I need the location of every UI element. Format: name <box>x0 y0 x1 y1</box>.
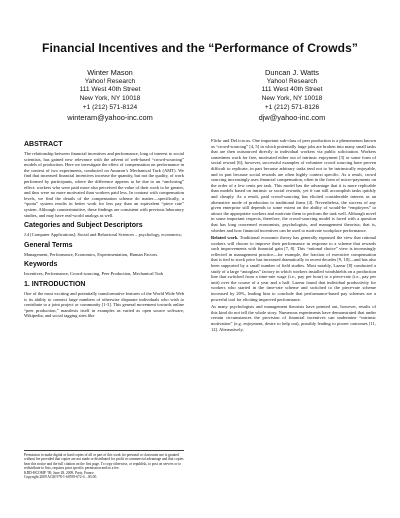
author-phone: +1 (212) 571-8124 <box>82 103 138 111</box>
general-terms-heading: General Terms <box>24 241 73 249</box>
left-column <box>24 140 184 321</box>
author-address-line2: New York, NY 10018 <box>261 95 323 103</box>
author-block-2 <box>222 68 362 122</box>
body-paragraph-3: As many psychologists and management theorists have pointed out, however, results of this kind do not tell the whole story. Numerous experiments have demonstrated that under certain circumstances the provision of financial incentives can undermine “intrinsic motivation” (e.g. enjoyment, desire to help out), possibly leading to poorer outcomes [11, 12]. Alternatively, <box>211 304 376 332</box>
categories-heading: Categories and Subject Descriptors <box>24 222 143 230</box>
author-block-1 <box>40 68 180 122</box>
categories-text: J.4 [Computer Applications]: Social and Behavioral Sciences – psychology, economics; <box>24 232 182 238</box>
keywords-text: Incentives, Performance, Crowd-sourcing, Peer Production, Mechanical Turk <box>24 271 164 277</box>
keywords-heading: Keywords <box>24 261 58 269</box>
general-terms-text: Management, Performance, Economics, Experimentation, Human Factors. <box>24 251 159 257</box>
author-email: winteram@yahoo-inc.com <box>67 112 153 122</box>
abstract-heading: ABSTRACT <box>24 141 63 148</box>
author-phone: +1 (212) 571-8126 <box>264 103 320 111</box>
abstract-text: The relationship between financial incentives and performance, long of interest to social scientists, has gained new relevance with the advent of web-based “crowd-sourcing” models of production. Here we investigate the effect of compensation on performance in the context of two experiments, conducted on Amazon’s Mechanical Turk (AMT). We find that increased financial incentives increase the quantity, but not the quality, of work performed by participants, where the difference appears to be due to an “anchoring” effect: workers who were paid more also perceived the value of their work to be greater, and thus were no more motivated than workers paid less. In contrast with compensation levels, we find the details of the compensation scheme do matter—specifically, a “quota” system results in better work for less pay than an equivalent “piece rate” system. Although counterintuitive, these findings are consistent with previous laboratory studies, and may have real-world analogs as well. <box>24 151 184 218</box>
footnote-permission: Permission to make digital or hard copies of all or part of this work for personal or classroom use is granted without fee provided that copies are not made or distributed for profit or commercial advantage and that copies bear this notice and the full citation on the first page. To copy otherwise, or republish, to post on servers or to redistribute to lists, requires prior specific permission and/or a fee. <box>24 453 184 471</box>
right-column <box>211 138 376 334</box>
author-name: Winter Mason <box>87 68 133 77</box>
body-paragraph-2 <box>211 235 376 302</box>
author-affiliation: Yahoo! Research <box>266 77 318 85</box>
introduction-text: One of the most exciting and potentially transformative features of the World Wide Web is its ability to connect large numbers of otherwise disparate individuals who wish to contribute to a joint project or community [1-3]. This general movement towards online “peer production,” manifests itself in examples as varied as open source software, Wikipedia, and social tagging sites like <box>24 290 184 319</box>
footnote-copyright: Copyright 2009 ACM 978-1-60558-672-4…$5.00. <box>24 475 98 480</box>
author-address-line1: 111 West 40th Street <box>79 86 141 94</box>
author-address-line2: New York, NY 10018 <box>79 95 141 103</box>
author-name: Duncan J. Watts <box>265 68 319 77</box>
related-work-lead: Related work. <box>211 235 239 241</box>
body-paragraph-1: Flickr and Del.icio.us. One important sub-class of peer production is a phenomenon known as “crowd-sourcing” [4, 5] in which potentially large jobs are broken into many small tasks that are then outsourced directly to individual workers via public solicitation. Workers sometimes work for free, motivated either out of intrinsic enjoyment [3] or some form of social reward [6]; however, successful examples of volunteer crowd sourcing have proven difficult to replicate, in part because arbitrary tasks tend not to be intrinsically enjoyable, and in part because social rewards are often highly context specific. As a result, crowd sourcing increasingly uses financial compensation, often in the form of micro-payments on the order of a few cents per task. This model has the advantage that it is more replicable than models based on intrinsic or social rewards, yet it can still accomplish tasks quickly and cheaply. As a result, paid crowd-sourcing has elicited considerable interest as an alternative mode of production to traditional firms [4]. Nevertheless, the success of any given enterprise still depends to some extent on the ability of would-be “employers” to attract the appropriate workers and motivate them to perform the task well. Although novel in some important respects, therefore, the crowd-sourcing model is faced with a question that has long concerned economists, psychologists, and management theorists; that is, whether and how financial incentives can be used to motivate workplace performance. <box>211 138 376 233</box>
introduction-heading: 1. INTRODUCTION <box>24 280 86 288</box>
author-affiliation: Yahoo! Research <box>84 77 136 85</box>
footnote-conference: KDD-HCOMP ’09, June 28, 2009, Paris, France. <box>24 470 95 475</box>
copyright-footnote <box>24 450 184 479</box>
related-work-text: Traditional economic theory has generally espoused the view that rational workers will choose to improve their performance in response to a scheme that rewards such improvements with financial gain [7, 8]. This “rational choice” view is increasingly reflected in management practice—for example, the fraction of executive compensation that is tied to stock price has increased dramatically in recent decades [9, 10]—and has also been supported by a small number of field studies. Most notably, Lazear [8] conducted a study of a large “autoglass” factory in which workers installed windshields on a production line that switched from a time-rate wage (i.e., pay per hour) to a piece-rate (i.e., pay per unit) over the course of a year and a half. Lazear found that individual productivity for workers who started in the time-rate scheme and switched to the piece-rate scheme increased by 20%, leading him to conclude that performance-based pay schemes are a powerful tool for eliciting improved performance. <box>211 235 377 302</box>
paper-title: Financial Incentives and the “Performance of Crowds” <box>42 41 358 55</box>
author-email: djw@yahoo-inc.com <box>258 112 326 122</box>
author-address-line1: 111 West 40th Street <box>261 86 323 94</box>
